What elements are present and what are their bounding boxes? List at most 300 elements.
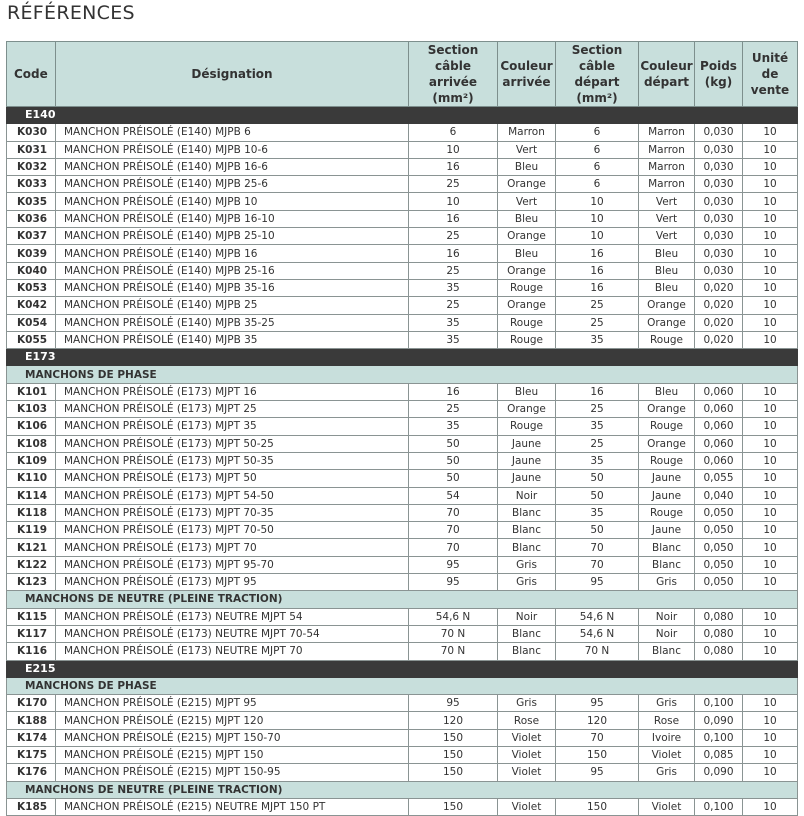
cell-section-arrivee: 50 (409, 470, 498, 487)
cell-unite-vente: 10 (743, 193, 798, 210)
cell-section-arrivee: 16 (409, 245, 498, 262)
cell-poids: 0,100 (695, 695, 743, 712)
cell-section-arrivee: 25 (409, 401, 498, 418)
cell-couleur-depart: Rouge (639, 418, 695, 435)
cell-section-arrivee: 70 N (409, 643, 498, 660)
cell-section-arrivee: 25 (409, 176, 498, 193)
cell-couleur-depart: Gris (639, 695, 695, 712)
cell-section-depart: 70 N (556, 643, 639, 660)
cell-couleur-arrivee: Rouge (498, 314, 556, 331)
cell-couleur-arrivee: Violet (498, 746, 556, 763)
cell-couleur-depart: Rose (639, 712, 695, 729)
cell-section-depart: 54,6 N (556, 608, 639, 625)
header-poids-line1: Poids (700, 59, 737, 73)
cell-poids: 0,100 (695, 798, 743, 815)
cell-code: K036 (7, 210, 56, 227)
cell-section-arrivee: 70 (409, 539, 498, 556)
cell-couleur-arrivee: Violet (498, 764, 556, 781)
cell-couleur-arrivee: Orange (498, 297, 556, 314)
cell-poids: 0,030 (695, 245, 743, 262)
cell-section-depart: 70 (556, 539, 639, 556)
cell-poids: 0,030 (695, 193, 743, 210)
cell-code: K114 (7, 487, 56, 504)
cell-poids: 0,060 (695, 401, 743, 418)
cell-couleur-arrivee: Jaune (498, 435, 556, 452)
cell-unite-vente: 10 (743, 279, 798, 296)
table-row (7, 695, 798, 712)
table-header-row (7, 42, 798, 107)
section-header (7, 349, 798, 366)
cell-designation: MANCHON PRÉISOLÉ (E140) MJPB 6 (56, 124, 409, 141)
section-title: E215 (7, 660, 798, 677)
table-row (7, 176, 798, 193)
table-row (7, 712, 798, 729)
cell-couleur-arrivee: Orange (498, 262, 556, 279)
cell-section-depart: 150 (556, 746, 639, 763)
cell-poids: 0,030 (695, 158, 743, 175)
cell-designation: MANCHON PRÉISOLÉ (E173) MJPT 16 (56, 383, 409, 400)
cell-couleur-depart: Marron (639, 176, 695, 193)
cell-section-depart: 35 (556, 504, 639, 521)
cell-designation: MANCHON PRÉISOLÉ (E215) MJPT 150 (56, 746, 409, 763)
cell-couleur-depart: Noir (639, 608, 695, 625)
cell-section-depart: 95 (556, 574, 639, 591)
cell-code: K054 (7, 314, 56, 331)
cell-section-arrivee: 25 (409, 262, 498, 279)
subgroup-title: MANCHONS DE PHASE (7, 677, 798, 694)
cell-section-arrivee: 95 (409, 556, 498, 573)
cell-section-depart: 50 (556, 522, 639, 539)
cell-couleur-depart: Rouge (639, 452, 695, 469)
cell-section-arrivee: 35 (409, 331, 498, 348)
cell-unite-vente: 10 (743, 574, 798, 591)
cell-unite-vente: 10 (743, 539, 798, 556)
cell-couleur-arrivee: Blanc (498, 504, 556, 521)
cell-couleur-arrivee: Jaune (498, 452, 556, 469)
cell-couleur-arrivee: Rose (498, 712, 556, 729)
cell-section-arrivee: 16 (409, 210, 498, 227)
table-row (7, 504, 798, 521)
cell-poids: 0,060 (695, 418, 743, 435)
cell-section-depart: 50 (556, 487, 639, 504)
header-section-arrivee-line2: arrivée (mm²) (428, 75, 478, 105)
cell-designation: MANCHON PRÉISOLÉ (E140) MJPB 25-6 (56, 176, 409, 193)
header-code: Code (7, 42, 56, 107)
cell-couleur-depart: Marron (639, 158, 695, 175)
cell-unite-vente: 10 (743, 452, 798, 469)
cell-code: K119 (7, 522, 56, 539)
cell-section-arrivee: 10 (409, 141, 498, 158)
cell-unite-vente: 10 (743, 695, 798, 712)
cell-designation: MANCHON PRÉISOLÉ (E173) MJPT 95-70 (56, 556, 409, 573)
cell-code: K121 (7, 539, 56, 556)
subgroup-title: MANCHONS DE PHASE (7, 366, 798, 383)
header-poids (695, 42, 743, 107)
cell-section-depart: 6 (556, 158, 639, 175)
table-row (7, 314, 798, 331)
cell-poids: 0,020 (695, 314, 743, 331)
cell-designation: MANCHON PRÉISOLÉ (E140) MJPB 25-16 (56, 262, 409, 279)
cell-unite-vente: 10 (743, 158, 798, 175)
cell-poids: 0,060 (695, 383, 743, 400)
page-title: RÉFÉRENCES (7, 2, 135, 24)
cell-section-arrivee: 10 (409, 193, 498, 210)
cell-section-depart: 120 (556, 712, 639, 729)
cell-poids: 0,050 (695, 539, 743, 556)
cell-section-arrivee: 150 (409, 746, 498, 763)
cell-unite-vente: 10 (743, 625, 798, 642)
cell-poids: 0,020 (695, 331, 743, 348)
cell-section-arrivee: 6 (409, 124, 498, 141)
cell-poids: 0,080 (695, 625, 743, 642)
cell-couleur-arrivee: Gris (498, 695, 556, 712)
table-row (7, 331, 798, 348)
cell-designation: MANCHON PRÉISOLÉ (E140) MJPB 10 (56, 193, 409, 210)
subgroup-header (7, 591, 798, 608)
cell-couleur-depart: Blanc (639, 556, 695, 573)
cell-couleur-arrivee: Noir (498, 608, 556, 625)
cell-couleur-arrivee: Blanc (498, 539, 556, 556)
cell-couleur-depart: Violet (639, 746, 695, 763)
cell-code: K101 (7, 383, 56, 400)
cell-section-depart: 150 (556, 798, 639, 815)
cell-unite-vente: 10 (743, 643, 798, 660)
cell-unite-vente: 10 (743, 176, 798, 193)
cell-code: K122 (7, 556, 56, 573)
cell-designation: MANCHON PRÉISOLÉ (E140) MJPB 10-6 (56, 141, 409, 158)
section-header (7, 107, 798, 124)
cell-unite-vente: 10 (743, 141, 798, 158)
cell-code: K042 (7, 297, 56, 314)
cell-unite-vente: 10 (743, 470, 798, 487)
cell-unite-vente: 10 (743, 798, 798, 815)
cell-couleur-arrivee: Vert (498, 193, 556, 210)
cell-unite-vente: 10 (743, 418, 798, 435)
cell-section-arrivee: 25 (409, 297, 498, 314)
cell-code: K108 (7, 435, 56, 452)
table-row (7, 279, 798, 296)
cell-couleur-depart: Gris (639, 574, 695, 591)
cell-code: K053 (7, 279, 56, 296)
cell-code: K116 (7, 643, 56, 660)
table-row (7, 452, 798, 469)
cell-unite-vente: 10 (743, 435, 798, 452)
cell-section-depart: 70 (556, 556, 639, 573)
cell-section-depart: 10 (556, 193, 639, 210)
cell-code: K176 (7, 764, 56, 781)
cell-section-depart: 16 (556, 262, 639, 279)
table-row (7, 470, 798, 487)
header-couleur-arrivee-line2: arrivée (502, 75, 551, 89)
cell-unite-vente: 10 (743, 262, 798, 279)
table-row (7, 418, 798, 435)
cell-section-depart: 25 (556, 314, 639, 331)
cell-code: K117 (7, 625, 56, 642)
cell-code: K035 (7, 193, 56, 210)
cell-designation: MANCHON PRÉISOLÉ (E140) MJPB 25 (56, 297, 409, 314)
cell-couleur-arrivee: Rouge (498, 331, 556, 348)
cell-unite-vente: 10 (743, 383, 798, 400)
cell-designation: MANCHON PRÉISOLÉ (E140) MJPB 35-16 (56, 279, 409, 296)
cell-section-arrivee: 35 (409, 314, 498, 331)
cell-unite-vente: 10 (743, 401, 798, 418)
cell-code: K031 (7, 141, 56, 158)
cell-section-depart: 54,6 N (556, 625, 639, 642)
cell-section-arrivee: 95 (409, 574, 498, 591)
cell-couleur-depart: Jaune (639, 487, 695, 504)
cell-couleur-depart: Jaune (639, 522, 695, 539)
cell-couleur-arrivee: Rouge (498, 418, 556, 435)
cell-unite-vente: 10 (743, 608, 798, 625)
cell-couleur-arrivee: Vert (498, 141, 556, 158)
cell-poids: 0,050 (695, 504, 743, 521)
header-section-arrivee (409, 42, 498, 107)
cell-poids: 0,030 (695, 141, 743, 158)
cell-designation: MANCHON PRÉISOLÉ (E173) MJPT 70-50 (56, 522, 409, 539)
table-row (7, 643, 798, 660)
cell-designation: MANCHON PRÉISOLÉ (E140) MJPB 16-6 (56, 158, 409, 175)
header-couleur-depart (639, 42, 695, 107)
header-couleur-arrivee (498, 42, 556, 107)
cell-poids: 0,090 (695, 712, 743, 729)
cell-designation: MANCHON PRÉISOLÉ (E140) MJPB 16 (56, 245, 409, 262)
table-row (7, 522, 798, 539)
cell-poids: 0,050 (695, 522, 743, 539)
table-row (7, 625, 798, 642)
cell-section-depart: 95 (556, 764, 639, 781)
table-row (7, 297, 798, 314)
cell-section-depart: 50 (556, 470, 639, 487)
cell-couleur-depart: Blanc (639, 643, 695, 660)
header-unite-line2: de (761, 67, 779, 81)
cell-designation: MANCHON PRÉISOLÉ (E140) MJPB 35-25 (56, 314, 409, 331)
subgroup-header (7, 366, 798, 383)
table-row (7, 556, 798, 573)
cell-section-arrivee: 150 (409, 798, 498, 815)
cell-code: K106 (7, 418, 56, 435)
cell-designation: MANCHON PRÉISOLÉ (E173) MJPT 25 (56, 401, 409, 418)
cell-couleur-arrivee: Violet (498, 798, 556, 815)
cell-couleur-depart: Orange (639, 297, 695, 314)
cell-section-arrivee: 70 (409, 522, 498, 539)
cell-code: K030 (7, 124, 56, 141)
subgroup-header (7, 781, 798, 798)
cell-section-depart: 10 (556, 228, 639, 245)
header-unite-line3: vente (750, 83, 790, 97)
cell-section-depart: 25 (556, 297, 639, 314)
cell-poids: 0,040 (695, 487, 743, 504)
cell-section-arrivee: 50 (409, 452, 498, 469)
cell-section-arrivee: 35 (409, 279, 498, 296)
cell-designation: MANCHON PRÉISOLÉ (E215) NEUTRE MJPT 150 PT (56, 798, 409, 815)
cell-section-arrivee: 16 (409, 383, 498, 400)
cell-poids: 0,030 (695, 262, 743, 279)
cell-code: K109 (7, 452, 56, 469)
cell-designation: MANCHON PRÉISOLÉ (E140) MJPB 35 (56, 331, 409, 348)
cell-unite-vente: 10 (743, 522, 798, 539)
cell-code: K032 (7, 158, 56, 175)
cell-section-arrivee: 120 (409, 712, 498, 729)
cell-unite-vente: 10 (743, 746, 798, 763)
cell-code: K033 (7, 176, 56, 193)
table-row (7, 210, 798, 227)
cell-code: K185 (7, 798, 56, 815)
cell-section-arrivee: 70 N (409, 625, 498, 642)
cell-section-depart: 16 (556, 279, 639, 296)
cell-section-depart: 16 (556, 245, 639, 262)
cell-section-arrivee: 95 (409, 695, 498, 712)
cell-couleur-depart: Vert (639, 228, 695, 245)
subgroup-title: MANCHONS DE NEUTRE (PLEINE TRACTION) (7, 591, 798, 608)
section-title: E140 (7, 107, 798, 124)
table-row (7, 245, 798, 262)
cell-designation: MANCHON PRÉISOLÉ (E173) MJPT 50-25 (56, 435, 409, 452)
table-body (7, 107, 798, 816)
cell-poids: 0,050 (695, 556, 743, 573)
cell-couleur-depart: Bleu (639, 383, 695, 400)
cell-poids: 0,050 (695, 574, 743, 591)
cell-section-arrivee: 150 (409, 764, 498, 781)
table-row (7, 574, 798, 591)
cell-section-depart: 25 (556, 401, 639, 418)
table-row (7, 798, 798, 815)
cell-section-depart: 35 (556, 331, 639, 348)
table-row (7, 158, 798, 175)
cell-unite-vente: 10 (743, 504, 798, 521)
cell-unite-vente: 10 (743, 764, 798, 781)
cell-section-depart: 6 (556, 124, 639, 141)
cell-unite-vente: 10 (743, 124, 798, 141)
cell-designation: MANCHON PRÉISOLÉ (E173) MJPT 70 (56, 539, 409, 556)
cell-poids: 0,100 (695, 729, 743, 746)
cell-couleur-arrivee: Bleu (498, 383, 556, 400)
table-row (7, 124, 798, 141)
cell-section-depart: 35 (556, 418, 639, 435)
cell-unite-vente: 10 (743, 228, 798, 245)
table-row (7, 401, 798, 418)
cell-couleur-arrivee: Jaune (498, 470, 556, 487)
cell-couleur-arrivee: Bleu (498, 245, 556, 262)
header-designation: Désignation (56, 42, 409, 107)
cell-couleur-depart: Rouge (639, 504, 695, 521)
cell-code: K170 (7, 695, 56, 712)
cell-couleur-depart: Orange (639, 314, 695, 331)
cell-unite-vente: 10 (743, 487, 798, 504)
cell-couleur-depart: Rouge (639, 331, 695, 348)
cell-couleur-depart: Ivoire (639, 729, 695, 746)
header-section-depart-line1: Section câble (571, 43, 623, 73)
cell-couleur-arrivee: Noir (498, 487, 556, 504)
cell-couleur-arrivee: Rouge (498, 279, 556, 296)
cell-unite-vente: 10 (743, 556, 798, 573)
cell-code: K118 (7, 504, 56, 521)
table-row (7, 141, 798, 158)
table-row (7, 383, 798, 400)
cell-couleur-depart: Jaune (639, 470, 695, 487)
header-section-depart (556, 42, 639, 107)
header-section-arrivee-line1: Section câble (427, 43, 479, 73)
table-row (7, 487, 798, 504)
cell-couleur-arrivee: Orange (498, 176, 556, 193)
cell-couleur-arrivee: Orange (498, 228, 556, 245)
cell-designation: MANCHON PRÉISOLÉ (E173) MJPT 50-35 (56, 452, 409, 469)
cell-code: K037 (7, 228, 56, 245)
cell-couleur-arrivee: Violet (498, 729, 556, 746)
cell-couleur-arrivee: Bleu (498, 210, 556, 227)
cell-designation: MANCHON PRÉISOLÉ (E215) MJPT 150-95 (56, 764, 409, 781)
cell-code: K039 (7, 245, 56, 262)
cell-couleur-depart: Marron (639, 141, 695, 158)
cell-poids: 0,030 (695, 124, 743, 141)
table-row (7, 193, 798, 210)
cell-designation: MANCHON PRÉISOLÉ (E173) MJPT 35 (56, 418, 409, 435)
section-title: E173 (7, 349, 798, 366)
cell-unite-vente: 10 (743, 297, 798, 314)
table-row (7, 539, 798, 556)
table-row (7, 746, 798, 763)
cell-designation: MANCHON PRÉISOLÉ (E215) MJPT 120 (56, 712, 409, 729)
cell-unite-vente: 10 (743, 245, 798, 262)
cell-section-depart: 10 (556, 210, 639, 227)
table-row (7, 764, 798, 781)
header-poids-line2: (kg) (704, 75, 733, 89)
table-row (7, 228, 798, 245)
cell-code: K115 (7, 608, 56, 625)
cell-code: K174 (7, 729, 56, 746)
cell-couleur-arrivee: Bleu (498, 158, 556, 175)
cell-poids: 0,030 (695, 210, 743, 227)
cell-poids: 0,080 (695, 643, 743, 660)
cell-couleur-arrivee: Blanc (498, 643, 556, 660)
cell-poids: 0,085 (695, 746, 743, 763)
cell-designation: MANCHON PRÉISOLÉ (E215) MJPT 95 (56, 695, 409, 712)
cell-designation: MANCHON PRÉISOLÉ (E140) MJPB 25-10 (56, 228, 409, 245)
cell-designation: MANCHON PRÉISOLÉ (E173) MJPT 54-50 (56, 487, 409, 504)
cell-section-depart: 6 (556, 141, 639, 158)
cell-poids: 0,060 (695, 435, 743, 452)
cell-section-arrivee: 50 (409, 435, 498, 452)
header-couleur-depart-line2: départ (643, 75, 690, 89)
cell-section-depart: 6 (556, 176, 639, 193)
cell-couleur-depart: Noir (639, 625, 695, 642)
cell-section-depart: 35 (556, 452, 639, 469)
cell-poids: 0,030 (695, 176, 743, 193)
section-header (7, 660, 798, 677)
header-unite-vente (743, 42, 798, 107)
cell-poids: 0,080 (695, 608, 743, 625)
cell-section-arrivee: 25 (409, 228, 498, 245)
cell-code: K123 (7, 574, 56, 591)
header-unite-line1: Unité (751, 51, 789, 65)
cell-section-depart: 70 (556, 729, 639, 746)
cell-section-arrivee: 150 (409, 729, 498, 746)
cell-poids: 0,060 (695, 452, 743, 469)
cell-couleur-depart: Orange (639, 401, 695, 418)
cell-designation: MANCHON PRÉISOLÉ (E173) NEUTRE MJPT 70 (56, 643, 409, 660)
cell-unite-vente: 10 (743, 712, 798, 729)
cell-couleur-depart: Bleu (639, 279, 695, 296)
table-row (7, 608, 798, 625)
cell-couleur-depart: Vert (639, 210, 695, 227)
cell-section-depart: 95 (556, 695, 639, 712)
cell-couleur-depart: Blanc (639, 539, 695, 556)
cell-poids: 0,055 (695, 470, 743, 487)
cell-poids: 0,030 (695, 228, 743, 245)
cell-couleur-arrivee: Orange (498, 401, 556, 418)
cell-designation: MANCHON PRÉISOLÉ (E173) MJPT 50 (56, 470, 409, 487)
cell-code: K055 (7, 331, 56, 348)
cell-section-arrivee: 70 (409, 504, 498, 521)
